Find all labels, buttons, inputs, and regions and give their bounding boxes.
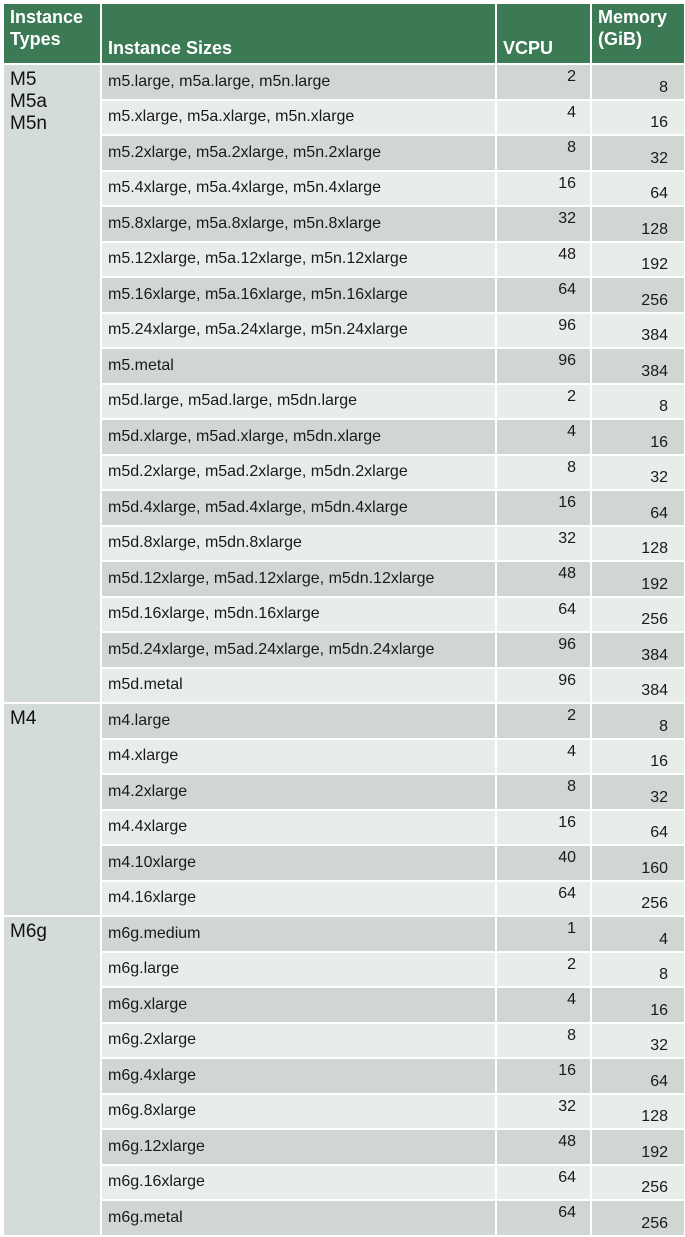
- vcpu-cell: 48: [496, 1129, 591, 1165]
- instance-size-cell: m4.10xlarge: [101, 845, 496, 881]
- vcpu-cell: 4: [496, 419, 591, 455]
- memory-cell: 256: [591, 277, 685, 313]
- instance-size-cell: m5d.2xlarge, m5ad.2xlarge, m5dn.2xlarge: [101, 455, 496, 491]
- instance-type-cell: [3, 64, 101, 703]
- table-row: [3, 206, 685, 242]
- memory-cell: 256: [591, 1165, 685, 1201]
- header-instance-sizes: Instance Sizes: [101, 3, 496, 64]
- table-row: [3, 916, 685, 952]
- table-row: [3, 171, 685, 207]
- table-row: [3, 1094, 685, 1130]
- table-row: [3, 739, 685, 775]
- instance-size-cell: m5.metal: [101, 348, 496, 384]
- table-row: [3, 384, 685, 420]
- table-row: [3, 810, 685, 846]
- instance-size-cell: m6g.4xlarge: [101, 1058, 496, 1094]
- instance-size-cell: m6g.16xlarge: [101, 1165, 496, 1201]
- instance-size-cell: m6g.medium: [101, 916, 496, 952]
- table-row: [3, 952, 685, 988]
- table-row: [3, 597, 685, 633]
- table-row: [3, 490, 685, 526]
- memory-cell: 64: [591, 490, 685, 526]
- instance-size-cell: m5d.16xlarge, m5dn.16xlarge: [101, 597, 496, 633]
- memory-cell: 16: [591, 987, 685, 1023]
- instance-size-cell: m5.16xlarge, m5a.16xlarge, m5n.16xlarge: [101, 277, 496, 313]
- memory-cell: 32: [591, 1023, 685, 1059]
- vcpu-cell: 8: [496, 455, 591, 491]
- vcpu-cell: 2: [496, 64, 591, 100]
- instance-size-cell: m5.4xlarge, m5a.4xlarge, m5n.4xlarge: [101, 171, 496, 207]
- vcpu-cell: 2: [496, 952, 591, 988]
- instance-size-cell: m4.4xlarge: [101, 810, 496, 846]
- instance-size-cell: m5d.8xlarge, m5dn.8xlarge: [101, 526, 496, 562]
- instance-size-cell: m5.2xlarge, m5a.2xlarge, m5n.2xlarge: [101, 135, 496, 171]
- vcpu-cell: 16: [496, 490, 591, 526]
- vcpu-cell: 8: [496, 774, 591, 810]
- instance-size-cell: m5d.12xlarge, m5ad.12xlarge, m5dn.12xlarge: [101, 561, 496, 597]
- table-row: [3, 774, 685, 810]
- vcpu-cell: 1: [496, 916, 591, 952]
- instance-size-cell: m5d.xlarge, m5ad.xlarge, m5dn.xlarge: [101, 419, 496, 455]
- memory-cell: 16: [591, 739, 685, 775]
- instance-size-cell: m6g.large: [101, 952, 496, 988]
- table-header: [3, 3, 685, 64]
- memory-cell: 16: [591, 100, 685, 136]
- vcpu-cell: 96: [496, 632, 591, 668]
- memory-cell: 128: [591, 526, 685, 562]
- table-row: [3, 632, 685, 668]
- instance-size-cell: m5.xlarge, m5a.xlarge, m5n.xlarge: [101, 100, 496, 136]
- instance-size-cell: m5d.24xlarge, m5ad.24xlarge, m5dn.24xlarge: [101, 632, 496, 668]
- vcpu-cell: 40: [496, 845, 591, 881]
- table-row: [3, 135, 685, 171]
- memory-cell: 64: [591, 1058, 685, 1094]
- table-row: [3, 1200, 685, 1236]
- instance-size-cell: m5d.4xlarge, m5ad.4xlarge, m5dn.4xlarge: [101, 490, 496, 526]
- memory-cell: 64: [591, 171, 685, 207]
- instance-size-cell: m5.large, m5a.large, m5n.large: [101, 64, 496, 100]
- table-row: [3, 987, 685, 1023]
- vcpu-cell: 96: [496, 668, 591, 704]
- memory-cell: 8: [591, 703, 685, 739]
- table-row: [3, 277, 685, 313]
- vcpu-cell: 96: [496, 348, 591, 384]
- memory-cell: 8: [591, 952, 685, 988]
- instance-size-cell: m4.2xlarge: [101, 774, 496, 810]
- table-row: [3, 1129, 685, 1165]
- memory-cell: 192: [591, 1129, 685, 1165]
- vcpu-cell: 64: [496, 881, 591, 917]
- instance-type-cell: [3, 703, 101, 916]
- vcpu-cell: 8: [496, 1023, 591, 1059]
- vcpu-cell: 64: [496, 1200, 591, 1236]
- memory-cell: 384: [591, 668, 685, 704]
- vcpu-cell: 8: [496, 135, 591, 171]
- table-row: [3, 242, 685, 278]
- memory-cell: 64: [591, 810, 685, 846]
- table-row: [3, 1165, 685, 1201]
- instance-size-cell: m6g.8xlarge: [101, 1094, 496, 1130]
- table-row: [3, 64, 685, 100]
- instance-size-cell: m5.8xlarge, m5a.8xlarge, m5n.8xlarge: [101, 206, 496, 242]
- instance-size-cell: m4.large: [101, 703, 496, 739]
- instance-size-cell: m6g.xlarge: [101, 987, 496, 1023]
- table-row: [3, 845, 685, 881]
- vcpu-cell: 16: [496, 171, 591, 207]
- table-row: [3, 100, 685, 136]
- table-row: [3, 313, 685, 349]
- table-row: [3, 881, 685, 917]
- memory-cell: 192: [591, 561, 685, 597]
- header-instance-types: Instance Types: [3, 3, 101, 64]
- table-row: [3, 668, 685, 704]
- memory-cell: 256: [591, 1200, 685, 1236]
- vcpu-cell: 4: [496, 100, 591, 136]
- vcpu-cell: 2: [496, 703, 591, 739]
- table-body: [3, 64, 685, 1236]
- memory-cell: 8: [591, 64, 685, 100]
- vcpu-cell: 4: [496, 739, 591, 775]
- table-row: [3, 703, 685, 739]
- instance-size-cell: m5.24xlarge, m5a.24xlarge, m5n.24xlarge: [101, 313, 496, 349]
- instance-size-cell: m6g.metal: [101, 1200, 496, 1236]
- instance-size-cell: m6g.12xlarge: [101, 1129, 496, 1165]
- table-row: [3, 455, 685, 491]
- table-row: [3, 1023, 685, 1059]
- memory-cell: 128: [591, 1094, 685, 1130]
- memory-cell: 32: [591, 774, 685, 810]
- vcpu-cell: 4: [496, 987, 591, 1023]
- memory-cell: 4: [591, 916, 685, 952]
- vcpu-cell: 32: [496, 526, 591, 562]
- instance-size-cell: m5d.metal: [101, 668, 496, 704]
- header-vcpu: VCPU: [496, 3, 591, 64]
- vcpu-cell: 16: [496, 1058, 591, 1094]
- memory-cell: 16: [591, 419, 685, 455]
- instance-types-table: [2, 2, 685, 1237]
- instance-type-label: M4: [10, 708, 37, 729]
- instance-type-cell: [3, 916, 101, 1236]
- instance-type-label: M5n: [10, 113, 47, 134]
- memory-cell: 32: [591, 135, 685, 171]
- instance-type-label: M5: [10, 69, 37, 90]
- memory-cell: 384: [591, 313, 685, 349]
- table-row: [3, 419, 685, 455]
- table-row: [3, 348, 685, 384]
- vcpu-cell: 32: [496, 206, 591, 242]
- instance-size-cell: m5.12xlarge, m5a.12xlarge, m5n.12xlarge: [101, 242, 496, 278]
- table-row: [3, 526, 685, 562]
- vcpu-cell: 96: [496, 313, 591, 349]
- vcpu-cell: 64: [496, 277, 591, 313]
- memory-cell: 128: [591, 206, 685, 242]
- vcpu-cell: 48: [496, 242, 591, 278]
- instance-size-cell: m4.16xlarge: [101, 881, 496, 917]
- vcpu-cell: 64: [496, 597, 591, 633]
- memory-cell: 256: [591, 881, 685, 917]
- instance-type-label: M5a: [10, 91, 47, 112]
- header-memory: Memory (GiB): [591, 3, 685, 64]
- instance-type-label: M6g: [10, 921, 47, 942]
- memory-cell: 384: [591, 632, 685, 668]
- memory-cell: 32: [591, 455, 685, 491]
- vcpu-cell: 64: [496, 1165, 591, 1201]
- header-row: [3, 3, 685, 64]
- table-row: [3, 561, 685, 597]
- vcpu-cell: 32: [496, 1094, 591, 1130]
- table-row: [3, 1058, 685, 1094]
- memory-cell: 8: [591, 384, 685, 420]
- vcpu-cell: 48: [496, 561, 591, 597]
- vcpu-cell: 16: [496, 810, 591, 846]
- instance-size-cell: m4.xlarge: [101, 739, 496, 775]
- instance-size-cell: m5d.large, m5ad.large, m5dn.large: [101, 384, 496, 420]
- memory-cell: 192: [591, 242, 685, 278]
- instance-size-cell: m6g.2xlarge: [101, 1023, 496, 1059]
- vcpu-cell: 2: [496, 384, 591, 420]
- memory-cell: 384: [591, 348, 685, 384]
- memory-cell: 256: [591, 597, 685, 633]
- memory-cell: 160: [591, 845, 685, 881]
